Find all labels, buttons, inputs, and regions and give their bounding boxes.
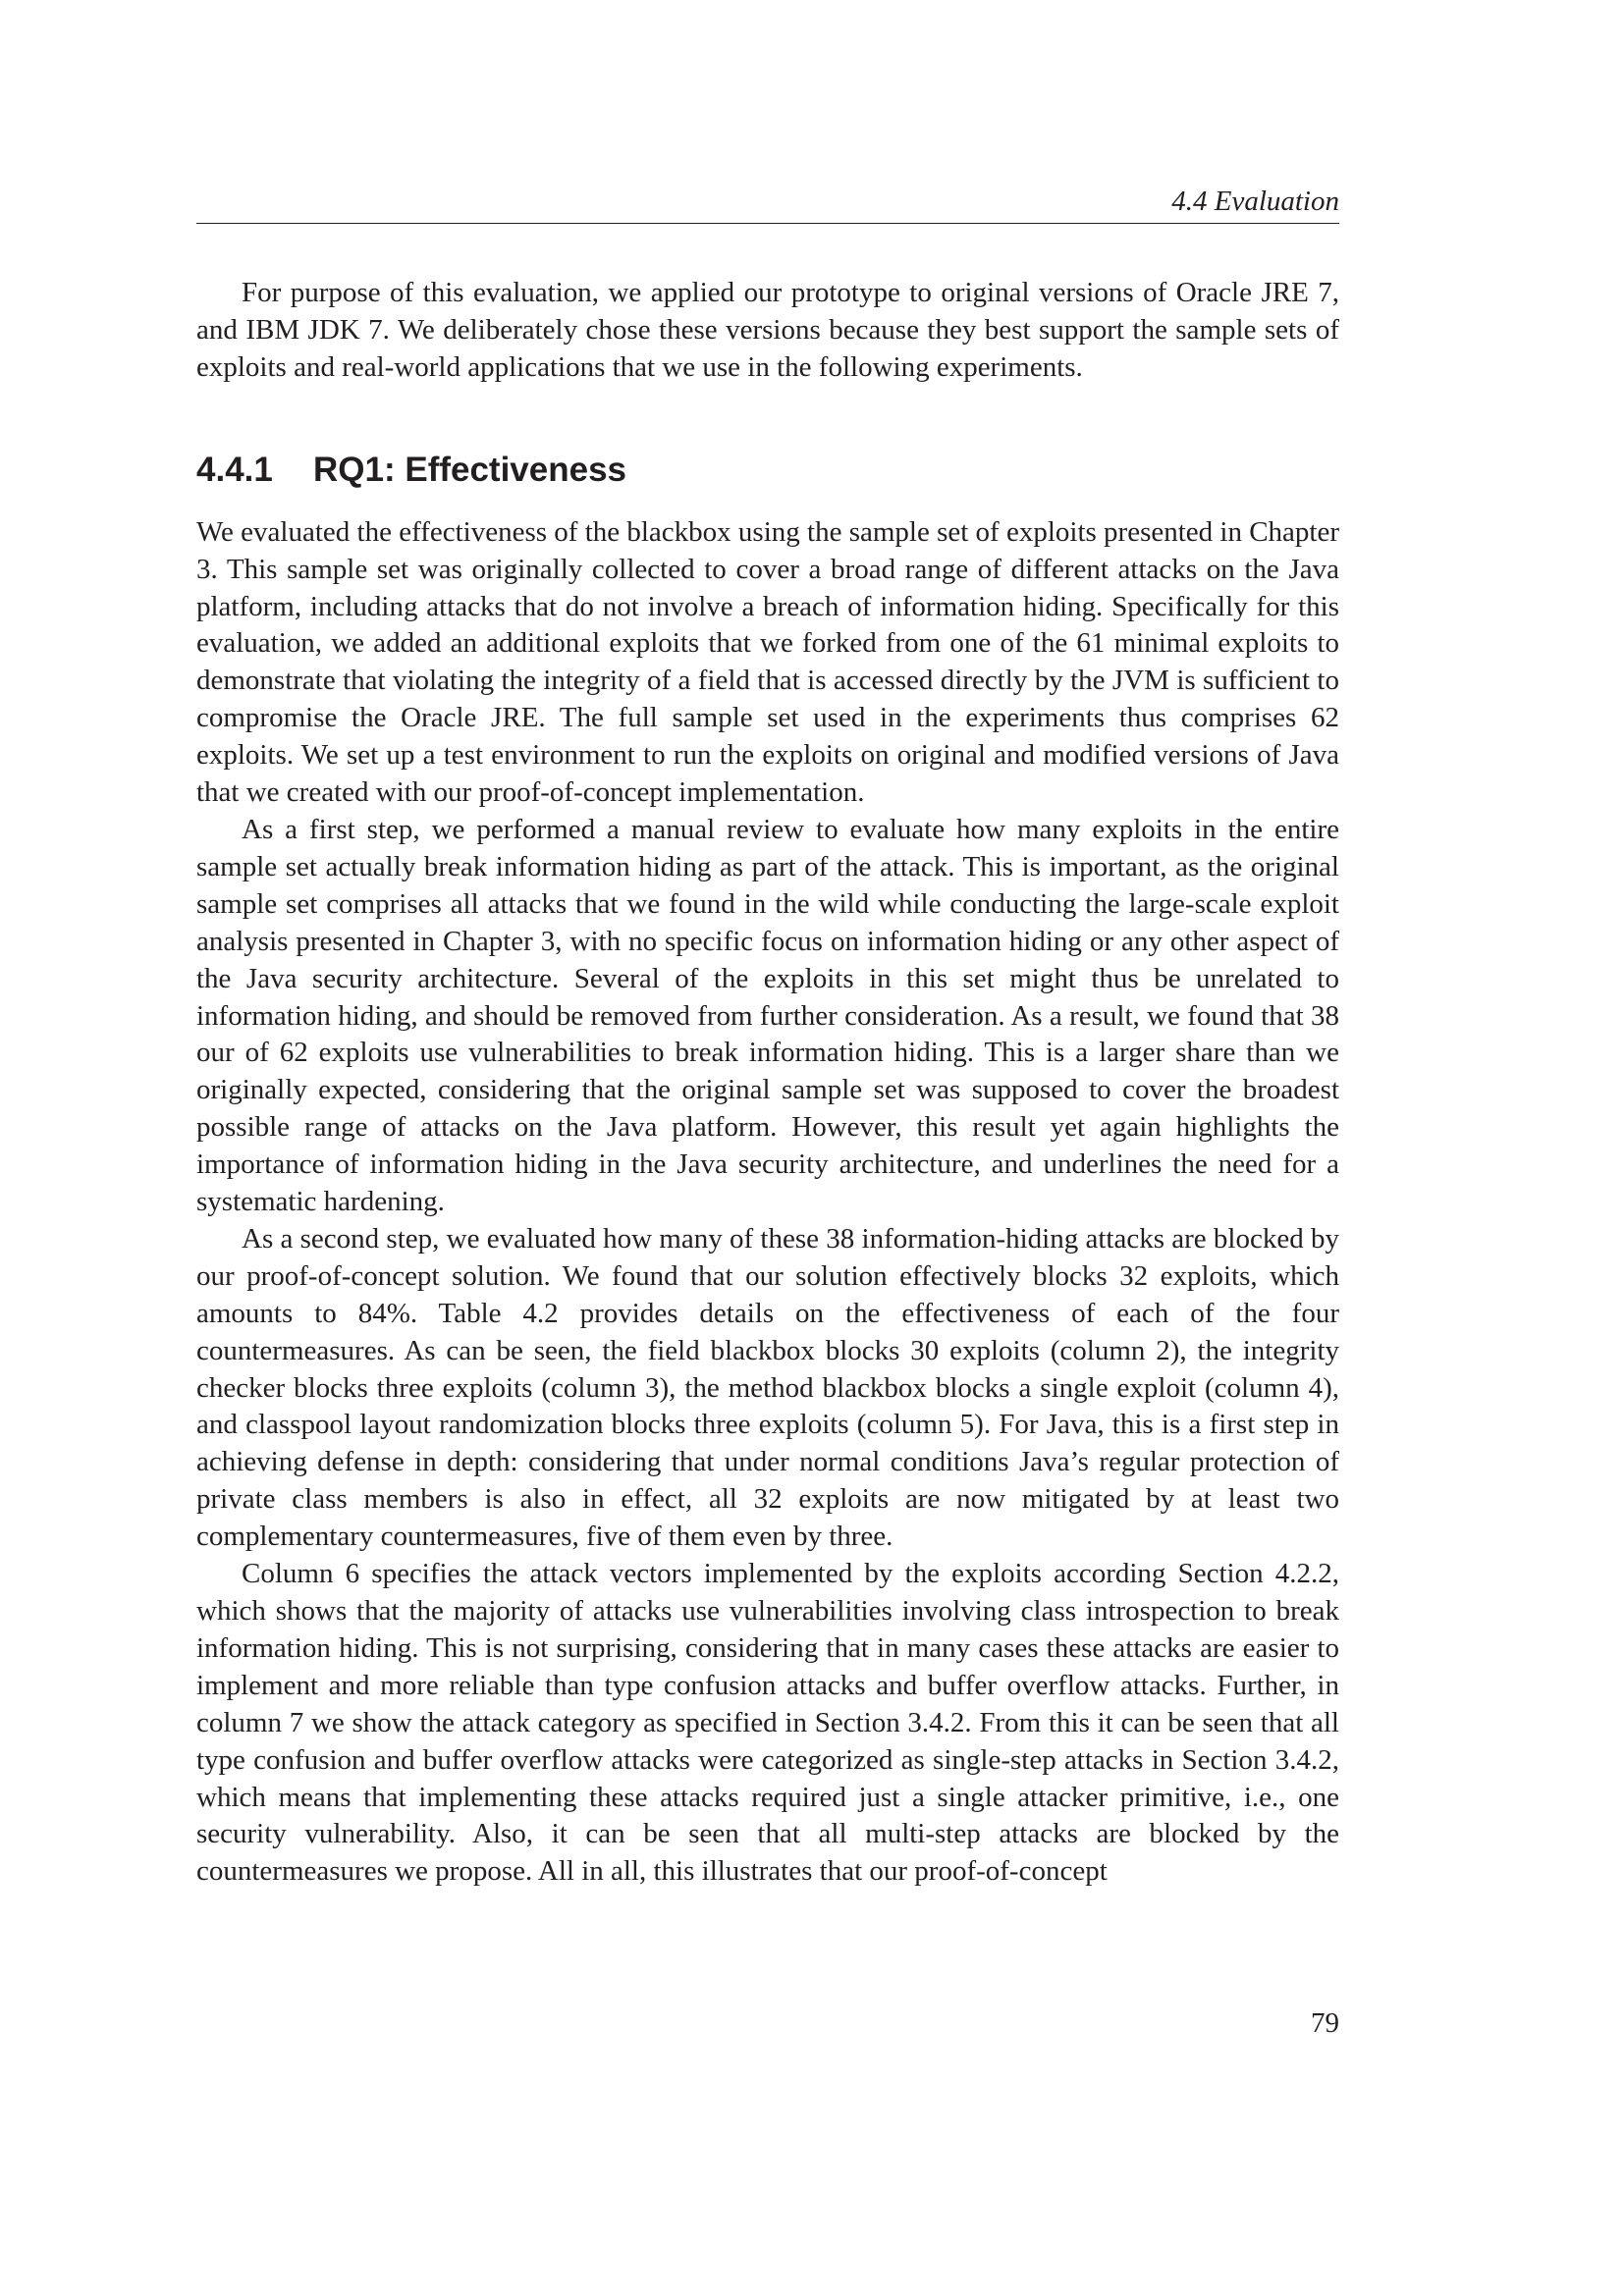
page-number: 79 <box>1311 2007 1339 2039</box>
paragraph-attack-vectors: Column 6 specifies the attack vectors implemented by the exploits according Section 4.2.2, which shows that the majority of attacks use vulnerabilities involving class introspection to break information hiding. This is not surprising, considering that in many cases these attacks are easier to implement and more reliable than type confusion attacks and buffer overflow attacks. Further, in column 7 we show the attack category as specified in Section 3.4.2. From this it can be seen that all type confusion and buffer overflow attacks were categorized as single-step attacks in Section 3.4.2, which means that implementing these attacks required just a single attacker primitive, i.e., one security vulnerability. Also, it can be seen that all multi-step attacks are blocked by the countermeasures we propose. All in all, this illustrates that our proof-of-concept <box>196 1558 1339 1888</box>
paragraph-blocked-attacks: As a second step, we evaluated how many of these 38 information-hiding attacks are blocked by our proof-of-concept solution. We found that our solution effectively blocks 32 exploits, which amounts to 84%. Table 4.2 provides details on the effectiveness of each of the four countermeasures. As can be seen, the field blackbox blocks 30 exploits (column 2), the integrity checker blocks three exploits (column 3), the method blackbox blocks a single exploit (column 4), and classpool layout randomization blocks three exploits (column 5). For Java, this is a first step in achieving defense in depth: considering that under normal conditions Java’s regular protection of private class members is also in effect, all 32 exploits are now mitigated by at least two complementary countermeasures, five of them even by three. <box>196 1222 1339 1553</box>
document-page <box>196 0 1339 2296</box>
section-number: 4.4.1 <box>196 450 273 489</box>
body-text <box>196 275 1339 1891</box>
paragraph-manual-review: As a first step, we performed a manual review to evaluate how many exploits in the entire sample set actually break information hiding as part of the attack. This is important, as the original sample set comprises all attacks that we found in the wild while conducting the large-scale exploit analysis presented in Chapter 3, with no specific focus on information hiding or any other aspect of the Java security architecture. Several of the exploits in this set might thus be unrelated to information hiding, and should be removed from further consideration. As a result, we found that 38 our of 62 exploits use vulnerabilities to break information hiding. This is a larger share than we originally expected, considering that the original sample set was supposed to cover the broadest possible range of attacks on the Java platform. However, this result yet again highlights the importance of information hiding in the Java security architecture, and underlines the need for a systematic hardening. <box>196 813 1339 1218</box>
section-heading <box>196 449 1339 492</box>
section-title: RQ1: Effectiveness <box>313 450 627 489</box>
paragraph-effectiveness-setup: We evaluated the effectiveness of the blackbox using the sample set of exploits presented in Chapter 3. This sample set was originally collected to cover a broad range of different attacks on the Java platform, including attacks that do not involve a breach of information hiding. Specifically for this evaluation, we added an additional exploits that we forked from one of the 61 minimal exploits to demonstrate that violating the integrity of a field that is accessed directly by the JVM is sufficient to compromise the Oracle JRE. The full sample set used in the experiments thus comprises 62 exploits. We set up a test environment to run the exploits on original and modified versions of Java that we created with our proof-of-concept implementation. <box>196 515 1340 809</box>
header-rule <box>196 223 1339 224</box>
intro-paragraph: For purpose of this evaluation, we applied our prototype to original versions of Oracle JRE 7, and IBM JDK 7. We deliberately chose these versions because they best support the sample sets of exploits and real-world applications that we use in the following experiments. <box>196 277 1339 383</box>
running-header: 4.4 Evaluation <box>1171 186 1339 217</box>
